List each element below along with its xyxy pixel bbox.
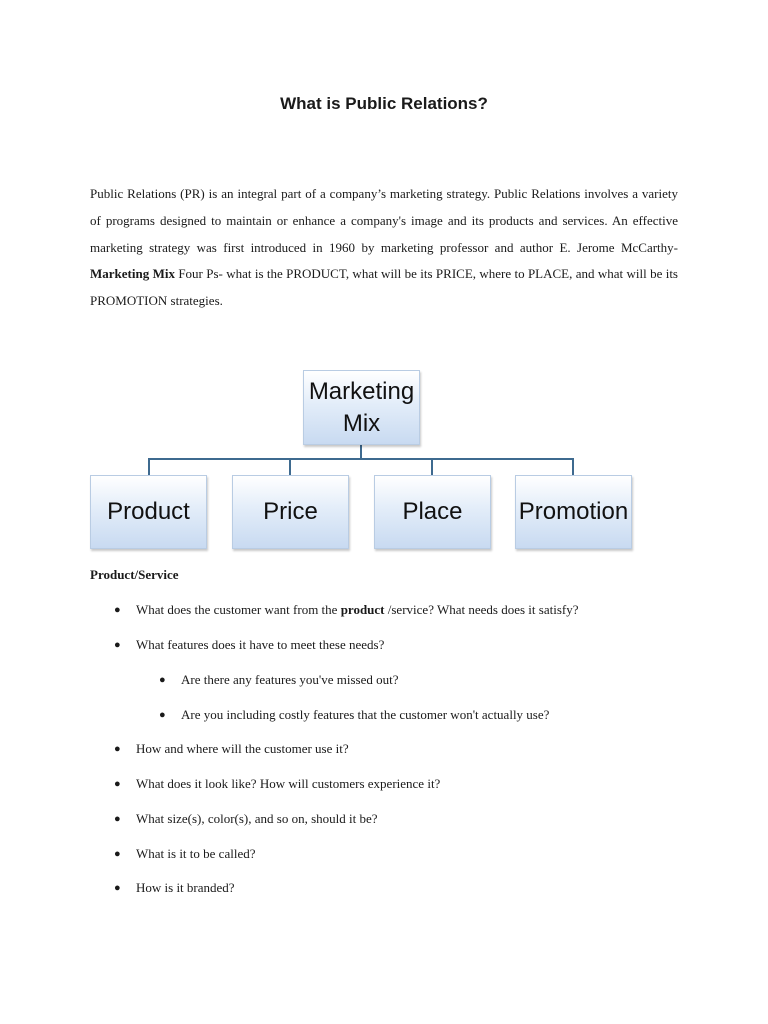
diagram-node-price: Price (232, 475, 349, 549)
bullet-icon: ● (114, 743, 121, 755)
connector-promotion (572, 458, 574, 475)
list-item-text: What does it look like? How will customers experience it? (136, 776, 441, 791)
list-item (114, 637, 385, 653)
connector-place (431, 458, 433, 475)
bullet-icon: ● (114, 778, 121, 790)
list-item-text: Are there any features you've missed out? (181, 672, 399, 687)
connector-root-stem (360, 445, 362, 459)
bullet-icon: ● (114, 882, 121, 894)
list-item-text: Are you including costly features that the customer won't actually use? (181, 707, 550, 722)
list-item (159, 707, 550, 723)
list-item (114, 846, 256, 862)
list-item-text: How and where will the customer use it? (136, 741, 349, 756)
list-item-text: /service? What needs does it satisfy? (384, 602, 579, 617)
list-item-text: What does the customer want from the (136, 602, 341, 617)
connector-price (289, 458, 291, 475)
bullet-icon: ● (114, 848, 121, 860)
connector-horizontal-bar (148, 458, 574, 460)
list-item (159, 672, 399, 688)
diagram-node-promotion: Promotion (515, 475, 632, 549)
bullet-icon: ● (114, 604, 121, 616)
diagram-node-place: Place (374, 475, 491, 549)
list-item-text: What is it to be called? (136, 846, 256, 861)
intro-bold-marketing-mix: Marketing Mix (90, 266, 175, 282)
list-item (114, 776, 441, 792)
list-item-text: How is it branded? (136, 880, 235, 895)
list-item (114, 741, 349, 757)
page-title: What is Public Relations? (280, 94, 488, 113)
intro-paragraph (90, 181, 678, 315)
diagram-node-marketing-mix: Marketing Mix (303, 370, 420, 445)
intro-text-part1: Public Relations (PR) is an integral part of a company’s marketing strategy. Public Relations involves a variety of programs designed to maintain or enhance a company's image and its products and services. An effective marketing strategy was first introduced in 1960 by marketing professor and author E. Jerome McCarthy- (90, 186, 678, 255)
section-heading-product-service: Product/Service (90, 567, 179, 582)
list-item-bold-product: product (340, 602, 385, 617)
diagram-node-product: Product (90, 475, 207, 549)
list-item (114, 811, 378, 827)
list-item-text: What size(s), color(s), and so on, should it be? (136, 811, 378, 826)
list-item-text: What features does it have to meet these needs? (136, 637, 385, 652)
intro-text-part2: Four Ps- what is the PRODUCT, what will be its PRICE, where to PLACE, and what will be its PROMOTION strategies. (90, 266, 678, 309)
marketing-mix-diagram (90, 370, 635, 552)
bullet-icon: ● (159, 674, 166, 686)
connector-product (148, 458, 150, 475)
bullet-icon: ● (159, 709, 166, 721)
list-item (114, 880, 235, 896)
bullet-icon: ● (114, 813, 121, 825)
list-item (114, 602, 579, 618)
bullet-icon: ● (114, 639, 121, 651)
